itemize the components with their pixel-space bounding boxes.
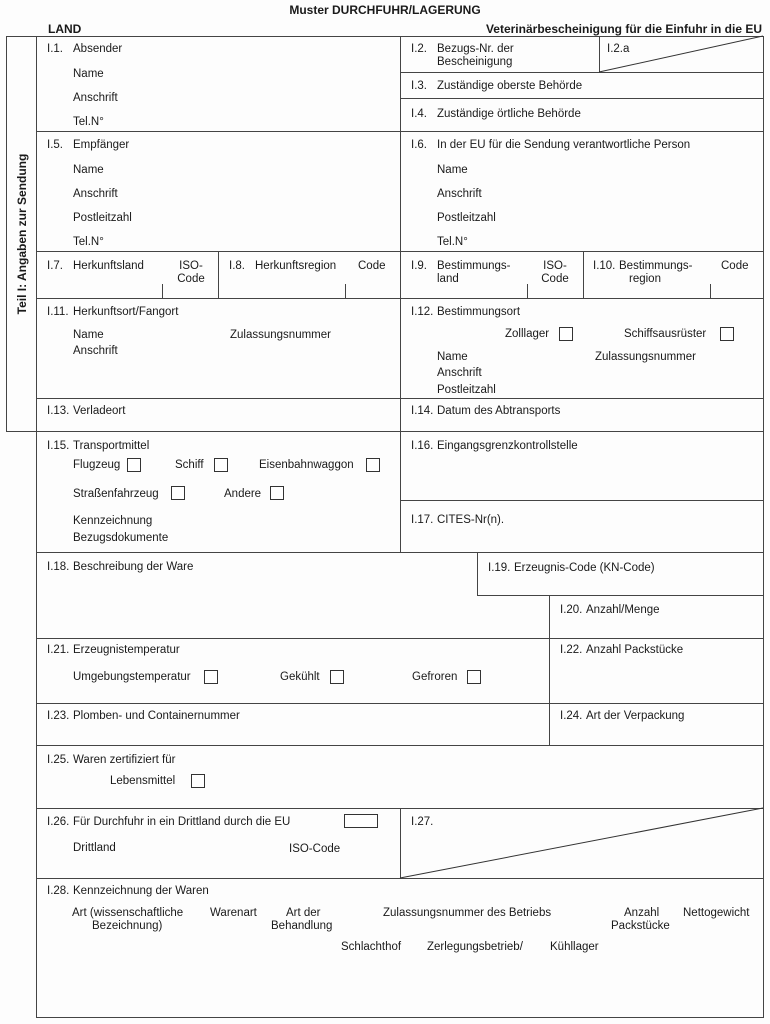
certificate-title: Veterinärbescheinigung für die Einfuhr in die EU (485, 22, 762, 36)
goods-identification-heading: Kennzeichnung der Waren (73, 885, 209, 897)
box-number: I.24. (560, 710, 583, 722)
divider (6, 36, 7, 431)
divider (36, 298, 763, 299)
box-number: I.1. (47, 43, 63, 55)
divider (477, 595, 763, 596)
divider (345, 284, 346, 298)
customs-warehouse-label: Zolllager (505, 328, 550, 340)
transport-heading: Transportmittel (73, 440, 150, 452)
divider (36, 36, 37, 1018)
box-number: I.5. (47, 139, 63, 151)
void-diagonal-i27 (400, 808, 763, 878)
form-title: Muster DURCHFUHR/LAGERUNG (289, 3, 481, 17)
ship-label: Schiff (175, 459, 204, 471)
human-consumption-label: Lebensmittel (110, 775, 176, 787)
chilled-label: Gekühlt (280, 671, 320, 683)
divider (6, 431, 763, 432)
region-code-label: Code (721, 260, 749, 272)
box-number: I.19. (488, 562, 511, 574)
origin-address-field[interactable]: Anschrift (73, 345, 118, 357)
divider (527, 284, 528, 298)
responsible-address-field[interactable]: Anschrift (437, 188, 482, 200)
destination-country-field-2: land (437, 273, 459, 285)
divider (36, 1017, 764, 1018)
destination-region-field[interactable]: Bestimmungs- (619, 260, 693, 272)
box-number: I.14. (411, 405, 434, 417)
package-count-field[interactable]: Anzahl Packstücke (586, 644, 684, 656)
col-cold-store: Kühllager (550, 941, 599, 953)
box-number: I.15. (47, 440, 70, 452)
divider (400, 98, 763, 99)
box-number: I.13. (47, 405, 70, 417)
destination-approval-field[interactable]: Zulassungsnummer (595, 351, 696, 363)
transit-iso-code-field[interactable]: ISO-Code (289, 843, 341, 855)
col-species: Art (wissenschaftliche (72, 907, 184, 919)
customs-warehouse-checkbox[interactable] (559, 327, 573, 341)
box-number: I.3. (411, 80, 427, 92)
road-vehicle-checkbox[interactable] (171, 486, 185, 500)
box-number: I.22. (560, 644, 583, 656)
destination-address-field[interactable]: Anschrift (437, 367, 482, 379)
col-packages: Anzahl (624, 907, 660, 919)
divider (36, 638, 763, 639)
country-label: LAND (48, 22, 82, 36)
responsible-person-heading: In der EU für die Sendung verantwortliche Person (437, 139, 691, 151)
divider (36, 745, 763, 746)
box-number: I.23. (47, 710, 70, 722)
place-of-destination-heading: Bestimmungsort (437, 306, 521, 318)
sender-phone-field[interactable]: Tel.N° (73, 116, 104, 128)
packaging-type-field[interactable]: Art der Verpackung (586, 710, 685, 722)
responsible-phone-field[interactable]: Tel.N° (437, 236, 468, 248)
box-number: I.12. (411, 306, 434, 318)
iso-code-label-2: Code (177, 273, 205, 285)
destination-name-field[interactable]: Name (437, 351, 468, 363)
human-consumption-checkbox[interactable] (191, 774, 205, 788)
central-authority-field[interactable]: Zuständige oberste Behörde (437, 80, 583, 92)
ship-supplier-label: Schiffsausrüster (624, 328, 707, 340)
part-one-side-label: Teil I: Angaben zur Sendung (14, 153, 29, 314)
box-number-i27: I.27. (411, 816, 434, 828)
col-slaughterhouse: Schlachthof (341, 941, 402, 953)
box-number: I.2. (411, 43, 427, 55)
box-number: I.18. (47, 561, 70, 573)
origin-approval-field[interactable]: Zulassungsnummer (230, 329, 331, 341)
box-number: I.6. (411, 139, 427, 151)
origin-name-field[interactable]: Name (73, 329, 104, 341)
divider (36, 703, 763, 704)
product-temperature-heading: Erzeugnistemperatur (73, 644, 180, 656)
destination-country-field[interactable]: Bestimmungs- (437, 260, 511, 272)
consignee-postcode-field[interactable]: Postleitzahl (73, 212, 132, 224)
box-number: I.9. (411, 260, 427, 272)
transit-heading: Für Durchfuhr in ein Drittland durch die EU (73, 816, 291, 828)
frozen-checkbox[interactable] (467, 670, 481, 684)
certified-for-heading: Waren zertifiziert für (73, 754, 176, 766)
box-number: I.26. (47, 816, 70, 828)
box-number: I.21. (47, 644, 70, 656)
divider (162, 284, 163, 298)
other-checkbox[interactable] (270, 486, 284, 500)
region-code-label: Code (358, 260, 386, 272)
sender-name-field[interactable]: Name (73, 68, 104, 80)
col-cutting-plant: Zerlegungsbetrieb/ (427, 941, 523, 953)
box-number: I.11. (47, 306, 69, 318)
box-number: I.20. (560, 604, 583, 616)
cites-number-field[interactable]: CITES-Nr(n). (437, 514, 505, 526)
consignee-heading: Empfänger (73, 139, 130, 151)
divider (36, 251, 763, 252)
divider (710, 284, 711, 298)
identification-field[interactable]: Kennzeichnung (73, 515, 153, 527)
divider (400, 431, 401, 552)
sender-address-field[interactable]: Anschrift (73, 92, 118, 104)
iso-code-label-2: Code (541, 273, 569, 285)
documents-field[interactable]: Bezugsdokumente (73, 532, 169, 544)
ambient-label: Umgebungstemperatur (73, 671, 191, 683)
divider (400, 36, 401, 431)
consignee-address-field[interactable]: Anschrift (73, 188, 118, 200)
chilled-checkbox[interactable] (330, 670, 344, 684)
col-species-2: Bezeichnung) (92, 920, 163, 932)
transit-checkbox[interactable] (344, 814, 378, 828)
divider (36, 131, 763, 132)
other-label: Andere (224, 488, 262, 500)
place-of-loading-field[interactable]: Verladeort (73, 405, 126, 417)
iso-code-label: ISO- (543, 260, 567, 272)
railway-wagon-label: Eisenbahnwaggon (259, 459, 354, 471)
iso-code-label: ISO- (179, 260, 203, 272)
ship-checkbox[interactable] (214, 458, 228, 472)
frozen-label: Gefroren (412, 671, 458, 683)
third-country-field[interactable]: Drittland (73, 842, 116, 854)
seal-container-field[interactable]: Plomben- und Containernummer (73, 710, 240, 722)
divider (477, 552, 478, 595)
airplane-label: Flugzeug (73, 459, 121, 471)
reference-number-heading-2[interactable]: Bescheinigung (437, 56, 513, 68)
consignee-name-field[interactable]: Name (73, 164, 104, 176)
divider (400, 500, 763, 501)
country-of-origin-field[interactable]: Herkunftsland (73, 260, 144, 272)
col-treatment-2: Behandlung (271, 920, 333, 932)
divider (400, 72, 763, 73)
border-post-field[interactable]: Eingangsgrenzkontrollstelle (437, 440, 578, 452)
divider (583, 251, 584, 298)
col-net-weight: Nettogewicht (683, 907, 750, 919)
box-number: I.7. (47, 260, 63, 272)
commodity-code-field[interactable]: Erzeugnis-Code (KN-Code) (514, 562, 655, 574)
col-approval: Zulassungsnummer des Betriebs (383, 907, 552, 919)
divider (549, 595, 550, 745)
responsible-name-field[interactable]: Name (437, 164, 468, 176)
local-authority-field[interactable]: Zuständige örtliche Behörde (437, 108, 581, 120)
divider (36, 878, 763, 879)
ambient-checkbox[interactable] (204, 670, 218, 684)
goods-description-field[interactable]: Beschreibung der Ware (73, 561, 194, 573)
place-of-origin-heading: Herkunftsort/Fangort (73, 306, 179, 318)
divider (36, 552, 763, 553)
box-number: I.16. (411, 440, 434, 452)
divider (36, 398, 763, 399)
reference-number-heading: Bezugs-Nr. der (437, 43, 514, 55)
col-treatment: Art der (286, 907, 321, 919)
divider (218, 251, 219, 298)
divider (763, 36, 764, 1018)
ship-supplier-checkbox[interactable] (720, 327, 734, 341)
road-vehicle-label: Straßenfahrzeug (73, 488, 159, 500)
box-number: I.4. (411, 108, 427, 120)
responsible-postcode-field[interactable]: Postleitzahl (437, 212, 496, 224)
airplane-checkbox[interactable] (127, 458, 141, 472)
quantity-field[interactable]: Anzahl/Menge (586, 604, 660, 616)
box-number: I.17. (411, 514, 434, 526)
railway-wagon-checkbox[interactable] (366, 458, 380, 472)
region-of-origin-field[interactable]: Herkunftsregion (255, 260, 337, 272)
departure-date-field[interactable]: Datum des Abtransports (437, 405, 561, 417)
box-number-i2a: I.2.a (607, 43, 630, 55)
box-number: I.28. (47, 885, 70, 897)
sender-heading: Absender (73, 43, 123, 55)
col-goods-type: Warenart (210, 907, 257, 919)
box-number: I.8. (229, 260, 245, 272)
consignee-phone-field[interactable]: Tel.N° (73, 236, 104, 248)
destination-region-field-2: region (629, 273, 661, 285)
box-number: I.25. (47, 754, 70, 766)
destination-postcode-field[interactable]: Postleitzahl (437, 384, 496, 396)
col-packages-2: Packstücke (611, 920, 670, 932)
box-number: I.10. (593, 260, 616, 272)
